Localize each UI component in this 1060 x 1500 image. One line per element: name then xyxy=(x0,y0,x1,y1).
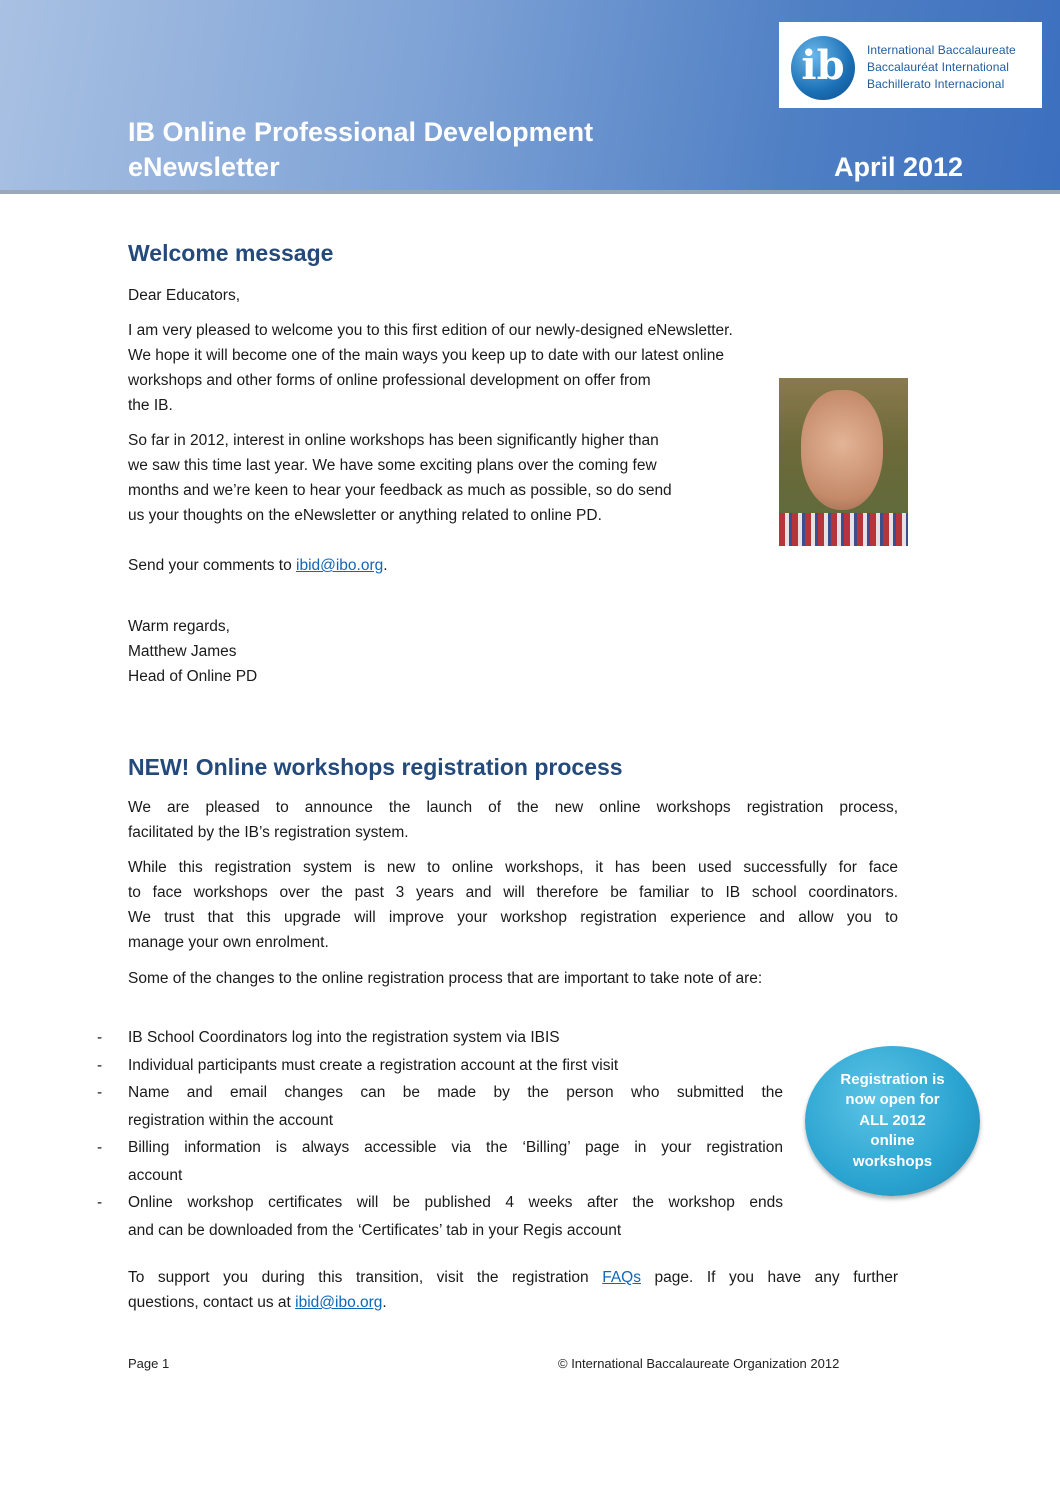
text-line xyxy=(128,1265,898,1290)
signoff xyxy=(128,614,733,689)
welcome-paragraph-2 xyxy=(128,428,733,528)
text: To support you during this transition, visit the registration xyxy=(128,1269,603,1286)
ib-logo-mark-icon: ib xyxy=(791,36,855,100)
text-line: the IB. xyxy=(128,397,173,414)
list-item xyxy=(97,1079,783,1134)
issue-date: April 2012 xyxy=(834,152,964,182)
registration-paragraph-1 xyxy=(128,795,898,845)
text-line: Online workshop certificates will be published 4 weeks after the workshop ends xyxy=(128,1194,783,1211)
list-item xyxy=(97,1024,783,1052)
signoff-line: Warm regards, xyxy=(128,618,230,635)
text: questions, contact us at xyxy=(128,1294,296,1311)
text: . xyxy=(383,557,388,574)
text-line: While this registration system is new to online workshops, it has been used successfully for face xyxy=(128,859,898,876)
text-line: Individual participants must create a registration account at the first visit xyxy=(128,1056,619,1074)
text-line xyxy=(128,1290,898,1315)
email-link[interactable]: ibid@ibo.org xyxy=(296,557,384,574)
copyright: © International Baccalaureate Organization 2012 xyxy=(558,1356,840,1371)
page-number: Page 1 xyxy=(128,1356,170,1371)
text-line: I am very pleased to welcome you to this first edition of our newly-designed eNewsletter. xyxy=(128,322,733,339)
text-line: IB School Coordinators log into the registration system via IBIS xyxy=(128,1029,560,1046)
face-shape xyxy=(801,390,883,510)
text: . xyxy=(382,1294,387,1311)
text-line: and can be downloaded from the ‘Certificates’ tab in your Regis account xyxy=(128,1221,622,1239)
welcome-paragraph-1 xyxy=(128,318,733,418)
welcome-heading: Welcome message xyxy=(128,240,334,266)
email-link[interactable]: ibid@ibo.org xyxy=(295,1294,383,1311)
text-line: We are pleased to announce the launch of the new online workshops registration process, xyxy=(128,799,898,816)
text-line: facilitated by the IB’s registration system. xyxy=(128,824,409,841)
logo-line: International Baccalaureate xyxy=(867,43,1016,57)
list-item xyxy=(97,1189,783,1244)
shirt-shape xyxy=(779,513,908,546)
callout-line: workshops xyxy=(852,1152,933,1170)
text-line: us your thoughts on the eNewsletter or anything related to online PD. xyxy=(128,507,602,524)
text-line: workshops and other forms of online professional development on offer from xyxy=(128,372,651,389)
registration-body xyxy=(128,795,898,991)
text: page. If you have any further xyxy=(640,1269,898,1286)
text-line: So far in 2012, interest in online workshops has been significantly higher than xyxy=(128,432,659,449)
comments-line xyxy=(128,553,733,578)
dash-bullet-icon: - xyxy=(97,1139,103,1156)
text-line: We trust that this upgrade will improve your workshop registration experience and allow you to xyxy=(128,909,898,926)
text-line: months and we’re keen to hear your feedback as much as possible, so do send xyxy=(128,482,672,499)
logo-line: Bachillerato Internacional xyxy=(867,77,1005,91)
changes-list xyxy=(97,1024,783,1244)
registration-paragraph-2 xyxy=(128,855,898,955)
callout-line: Registration is xyxy=(840,1070,945,1088)
dash-bullet-icon: - xyxy=(97,1084,103,1101)
list-item xyxy=(97,1134,783,1189)
ib-logo xyxy=(779,22,1042,108)
logo-line: Baccalauréat International xyxy=(867,60,1010,74)
text-line: manage your own enrolment. xyxy=(128,934,329,951)
text-line: Billing information is always accessible via the ‘Billing’ page in your registration xyxy=(128,1139,783,1156)
text-line: We hope it will become one of the main ways you keep up to date with our latest online xyxy=(128,347,724,364)
greeting: Dear Educators, xyxy=(128,287,240,304)
list-item xyxy=(97,1052,783,1080)
signoff-title: Head of Online PD xyxy=(128,668,258,685)
dash-bullet-icon: - xyxy=(97,1056,103,1074)
callout-line: online xyxy=(870,1132,915,1150)
text-line: registration within the account xyxy=(128,1111,334,1129)
dash-bullet-icon: - xyxy=(97,1029,103,1046)
support-paragraph xyxy=(128,1265,898,1315)
registration-heading: NEW! Online workshops registration process xyxy=(128,754,623,780)
registration-paragraph-3: Some of the changes to the online registration process that are important to take note of are: xyxy=(128,970,763,987)
faqs-link[interactable]: FAQs xyxy=(602,1269,641,1286)
text-line: we saw this time last year. We have some exciting plans over the coming few xyxy=(128,457,657,474)
text-line: account xyxy=(128,1166,183,1184)
text-line: to face workshops over the past 3 years and will therefore be familiar to IB school coordinators. xyxy=(128,884,898,901)
newsletter-subtitle: eNewsletter xyxy=(128,152,280,182)
text: Send your comments to xyxy=(128,557,296,574)
signoff-name: Matthew James xyxy=(128,643,237,660)
newsletter-title: IB Online Professional Development xyxy=(128,117,594,147)
registration-open-callout xyxy=(805,1046,980,1196)
welcome-body xyxy=(128,283,733,689)
author-photo xyxy=(779,378,908,546)
dash-bullet-icon: - xyxy=(97,1194,103,1211)
newsletter-header xyxy=(0,0,1060,194)
callout-line: ALL 2012 xyxy=(859,1111,926,1129)
ib-logo-text xyxy=(867,42,1016,93)
text-line: Name and email changes can be made by the person who submitted the xyxy=(128,1084,783,1101)
callout-line: now open for xyxy=(845,1091,940,1109)
